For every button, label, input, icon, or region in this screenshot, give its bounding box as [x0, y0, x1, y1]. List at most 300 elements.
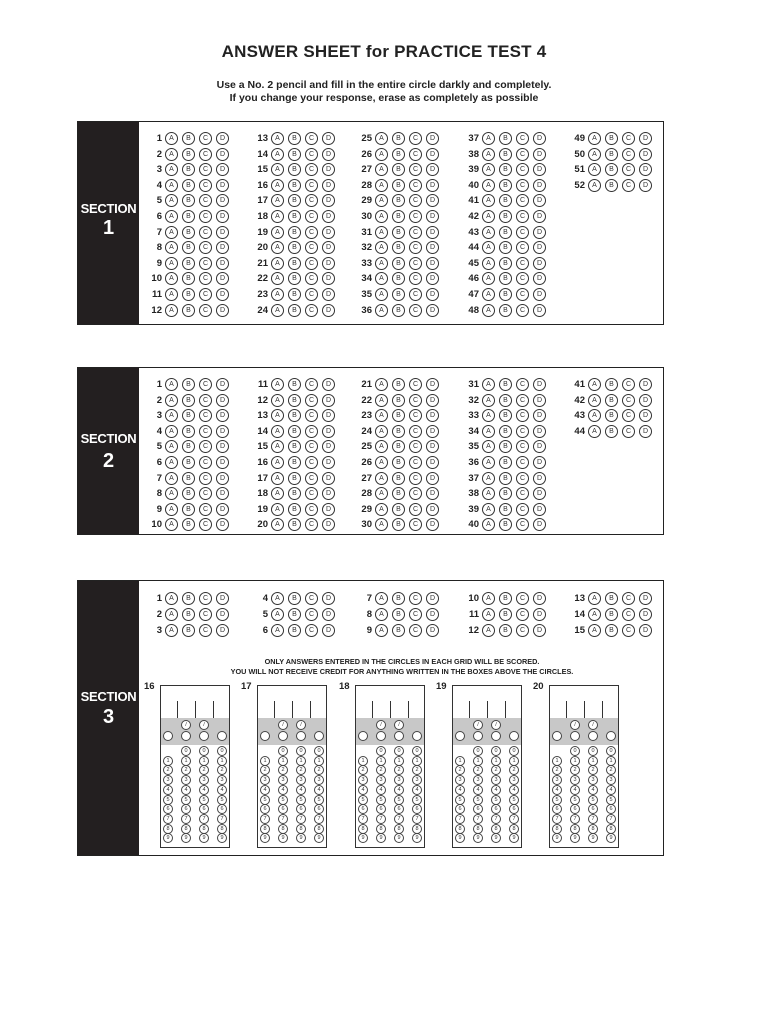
answer-bubble-b[interactable]: B: [182, 288, 195, 301]
answer-bubble-c[interactable]: C: [516, 456, 529, 469]
digit-bubble[interactable]: 3: [588, 775, 598, 785]
answer-bubble-a[interactable]: A: [165, 210, 178, 223]
answer-bubble-d[interactable]: D: [533, 288, 546, 301]
answer-bubble-a[interactable]: A: [375, 148, 388, 161]
answer-bubble-d[interactable]: D: [426, 487, 439, 500]
answer-bubble-d[interactable]: D: [533, 409, 546, 422]
digit-bubble[interactable]: 2: [181, 765, 191, 775]
answer-bubble-d[interactable]: D: [322, 378, 335, 391]
answer-bubble-c[interactable]: C: [622, 378, 635, 391]
digit-bubble[interactable]: 5: [278, 795, 288, 805]
answer-bubble-b[interactable]: B: [499, 210, 512, 223]
answer-bubble-a[interactable]: A: [482, 210, 495, 223]
digit-bubble[interactable]: 1: [199, 756, 209, 766]
decimal-bubble[interactable]: [491, 731, 501, 741]
digit-bubble[interactable]: 6: [181, 804, 191, 814]
digit-bubble[interactable]: 1: [455, 756, 465, 766]
answer-bubble-b[interactable]: B: [392, 503, 405, 516]
digit-bubble[interactable]: 2: [606, 765, 616, 775]
answer-bubble-c[interactable]: C: [305, 241, 318, 254]
answer-bubble-a[interactable]: A: [165, 148, 178, 161]
decimal-bubble[interactable]: [358, 731, 368, 741]
answer-bubble-a[interactable]: A: [482, 503, 495, 516]
answer-bubble-a[interactable]: A: [375, 272, 388, 285]
answer-bubble-b[interactable]: B: [288, 304, 301, 317]
answer-bubble-c[interactable]: C: [305, 425, 318, 438]
answer-bubble-b[interactable]: B: [605, 425, 618, 438]
digit-bubble[interactable]: 8: [296, 824, 306, 834]
digit-bubble[interactable]: 8: [260, 824, 270, 834]
digit-bubble[interactable]: 1: [358, 756, 368, 766]
answer-bubble-b[interactable]: B: [182, 472, 195, 485]
digit-bubble[interactable]: 9: [163, 833, 173, 843]
answer-bubble-b[interactable]: B: [499, 241, 512, 254]
answer-bubble-c[interactable]: C: [409, 409, 422, 422]
answer-bubble-b[interactable]: B: [605, 394, 618, 407]
answer-bubble-c[interactable]: C: [516, 440, 529, 453]
digit-bubble[interactable]: 2: [509, 765, 519, 775]
digit-bubble[interactable]: 1: [412, 756, 422, 766]
answer-bubble-d[interactable]: D: [322, 272, 335, 285]
answer-bubble-a[interactable]: A: [271, 241, 284, 254]
answer-bubble-b[interactable]: B: [605, 624, 618, 637]
digit-bubble[interactable]: 6: [412, 804, 422, 814]
answer-bubble-d[interactable]: D: [426, 440, 439, 453]
digit-bubble[interactable]: 8: [491, 824, 501, 834]
answer-bubble-a[interactable]: A: [482, 194, 495, 207]
answer-bubble-b[interactable]: B: [392, 304, 405, 317]
answer-bubble-b[interactable]: B: [288, 163, 301, 176]
answer-bubble-d[interactable]: D: [216, 487, 229, 500]
answer-bubble-b[interactable]: B: [288, 194, 301, 207]
digit-bubble[interactable]: 0: [588, 746, 598, 756]
answer-bubble-d[interactable]: D: [639, 624, 652, 637]
answer-bubble-a[interactable]: A: [375, 472, 388, 485]
answer-bubble-b[interactable]: B: [605, 179, 618, 192]
digit-bubble[interactable]: 7: [570, 814, 580, 824]
digit-bubble[interactable]: 3: [376, 775, 386, 785]
answer-bubble-b[interactable]: B: [288, 624, 301, 637]
decimal-bubble[interactable]: [278, 731, 288, 741]
answer-bubble-a[interactable]: A: [165, 288, 178, 301]
digit-bubble[interactable]: 6: [606, 804, 616, 814]
answer-bubble-a[interactable]: A: [271, 288, 284, 301]
answer-bubble-b[interactable]: B: [392, 226, 405, 239]
answer-bubble-a[interactable]: A: [588, 425, 601, 438]
answer-bubble-a[interactable]: A: [375, 624, 388, 637]
answer-bubble-d[interactable]: D: [322, 304, 335, 317]
digit-bubble[interactable]: 7: [606, 814, 616, 824]
answer-bubble-b[interactable]: B: [499, 163, 512, 176]
answer-bubble-d[interactable]: D: [322, 472, 335, 485]
answer-bubble-d[interactable]: D: [533, 472, 546, 485]
answer-bubble-c[interactable]: C: [409, 425, 422, 438]
answer-bubble-c[interactable]: C: [199, 304, 212, 317]
answer-bubble-a[interactable]: A: [165, 456, 178, 469]
digit-bubble[interactable]: 6: [394, 804, 404, 814]
digit-bubble[interactable]: 1: [509, 756, 519, 766]
digit-bubble[interactable]: 3: [394, 775, 404, 785]
digit-bubble[interactable]: 3: [570, 775, 580, 785]
answer-bubble-a[interactable]: A: [271, 472, 284, 485]
answer-bubble-d[interactable]: D: [426, 288, 439, 301]
digit-bubble[interactable]: 0: [509, 746, 519, 756]
answer-bubble-b[interactable]: B: [288, 472, 301, 485]
answer-bubble-a[interactable]: A: [271, 440, 284, 453]
answer-bubble-a[interactable]: A: [271, 394, 284, 407]
answer-bubble-a[interactable]: A: [375, 440, 388, 453]
answer-bubble-b[interactable]: B: [288, 409, 301, 422]
digit-bubble[interactable]: 0: [491, 746, 501, 756]
answer-bubble-c[interactable]: C: [199, 194, 212, 207]
answer-bubble-c[interactable]: C: [409, 257, 422, 270]
answer-bubble-d[interactable]: D: [533, 503, 546, 516]
answer-bubble-b[interactable]: B: [182, 425, 195, 438]
answer-bubble-b[interactable]: B: [182, 409, 195, 422]
answer-bubble-c[interactable]: C: [305, 304, 318, 317]
decimal-bubble[interactable]: [260, 731, 270, 741]
answer-bubble-c[interactable]: C: [516, 425, 529, 438]
answer-bubble-c[interactable]: C: [409, 194, 422, 207]
digit-bubble[interactable]: 7: [199, 814, 209, 824]
answer-bubble-c[interactable]: C: [409, 226, 422, 239]
answer-bubble-c[interactable]: C: [622, 148, 635, 161]
decimal-bubble[interactable]: [412, 731, 422, 741]
digit-bubble[interactable]: 7: [455, 814, 465, 824]
digit-bubble[interactable]: 7: [588, 814, 598, 824]
answer-bubble-d[interactable]: D: [533, 624, 546, 637]
answer-bubble-c[interactable]: C: [305, 132, 318, 145]
answer-bubble-a[interactable]: A: [588, 394, 601, 407]
answer-bubble-d[interactable]: D: [322, 456, 335, 469]
answer-bubble-b[interactable]: B: [392, 518, 405, 531]
digit-bubble[interactable]: 4: [278, 785, 288, 795]
digit-bubble[interactable]: 7: [358, 814, 368, 824]
fraction-bubble[interactable]: /: [278, 720, 288, 730]
answer-bubble-b[interactable]: B: [288, 288, 301, 301]
answer-bubble-a[interactable]: A: [375, 304, 388, 317]
answer-bubble-c[interactable]: C: [516, 257, 529, 270]
digit-bubble[interactable]: 2: [455, 765, 465, 775]
digit-bubble[interactable]: 3: [455, 775, 465, 785]
answer-bubble-a[interactable]: A: [588, 132, 601, 145]
answer-bubble-b[interactable]: B: [499, 440, 512, 453]
answer-bubble-b[interactable]: B: [392, 272, 405, 285]
answer-bubble-b[interactable]: B: [182, 241, 195, 254]
answer-bubble-c[interactable]: C: [409, 518, 422, 531]
digit-bubble[interactable]: 1: [588, 756, 598, 766]
digit-bubble[interactable]: 4: [491, 785, 501, 795]
answer-bubble-c[interactable]: C: [305, 163, 318, 176]
digit-bubble[interactable]: 9: [278, 833, 288, 843]
answer-bubble-c[interactable]: C: [622, 179, 635, 192]
digit-bubble[interactable]: 0: [394, 746, 404, 756]
digit-bubble[interactable]: 1: [394, 756, 404, 766]
answer-bubble-b[interactable]: B: [499, 194, 512, 207]
answer-bubble-c[interactable]: C: [516, 163, 529, 176]
answer-bubble-d[interactable]: D: [426, 394, 439, 407]
answer-bubble-b[interactable]: B: [499, 148, 512, 161]
answer-bubble-b[interactable]: B: [499, 179, 512, 192]
digit-bubble[interactable]: 2: [491, 765, 501, 775]
answer-bubble-a[interactable]: A: [482, 272, 495, 285]
digit-bubble[interactable]: 9: [314, 833, 324, 843]
digit-bubble[interactable]: 1: [181, 756, 191, 766]
answer-bubble-b[interactable]: B: [499, 226, 512, 239]
answer-bubble-b[interactable]: B: [392, 163, 405, 176]
answer-bubble-a[interactable]: A: [588, 624, 601, 637]
answer-bubble-a[interactable]: A: [375, 179, 388, 192]
digit-bubble[interactable]: 2: [588, 765, 598, 775]
digit-bubble[interactable]: 6: [314, 804, 324, 814]
digit-bubble[interactable]: 1: [570, 756, 580, 766]
digit-bubble[interactable]: 0: [314, 746, 324, 756]
answer-bubble-b[interactable]: B: [288, 257, 301, 270]
digit-bubble[interactable]: 0: [181, 746, 191, 756]
answer-bubble-a[interactable]: A: [482, 592, 495, 605]
answer-bubble-c[interactable]: C: [622, 592, 635, 605]
answer-bubble-a[interactable]: A: [271, 226, 284, 239]
digit-bubble[interactable]: 4: [163, 785, 173, 795]
answer-bubble-a[interactable]: A: [482, 394, 495, 407]
digit-bubble[interactable]: 3: [163, 775, 173, 785]
answer-bubble-d[interactable]: D: [426, 378, 439, 391]
answer-bubble-c[interactable]: C: [199, 210, 212, 223]
digit-bubble[interactable]: 3: [552, 775, 562, 785]
answer-bubble-a[interactable]: A: [271, 487, 284, 500]
digit-bubble[interactable]: 7: [181, 814, 191, 824]
answer-bubble-c[interactable]: C: [305, 440, 318, 453]
answer-bubble-d[interactable]: D: [639, 592, 652, 605]
digit-bubble[interactable]: 0: [570, 746, 580, 756]
digit-bubble[interactable]: 4: [588, 785, 598, 795]
answer-bubble-a[interactable]: A: [271, 518, 284, 531]
answer-bubble-a[interactable]: A: [375, 132, 388, 145]
digit-bubble[interactable]: 8: [358, 824, 368, 834]
answer-bubble-c[interactable]: C: [199, 409, 212, 422]
answer-bubble-c[interactable]: C: [409, 456, 422, 469]
answer-bubble-c[interactable]: C: [199, 592, 212, 605]
answer-bubble-a[interactable]: A: [271, 163, 284, 176]
digit-bubble[interactable]: 0: [199, 746, 209, 756]
answer-bubble-d[interactable]: D: [322, 194, 335, 207]
digit-bubble[interactable]: 6: [376, 804, 386, 814]
answer-bubble-c[interactable]: C: [516, 226, 529, 239]
answer-bubble-b[interactable]: B: [288, 272, 301, 285]
answer-bubble-d[interactable]: D: [216, 210, 229, 223]
answer-bubble-d[interactable]: D: [533, 179, 546, 192]
digit-bubble[interactable]: 9: [394, 833, 404, 843]
answer-bubble-b[interactable]: B: [499, 608, 512, 621]
digit-bubble[interactable]: 4: [412, 785, 422, 795]
answer-bubble-b[interactable]: B: [288, 456, 301, 469]
answer-bubble-d[interactable]: D: [426, 163, 439, 176]
digit-bubble[interactable]: 5: [163, 795, 173, 805]
answer-bubble-b[interactable]: B: [392, 241, 405, 254]
digit-bubble[interactable]: 0: [473, 746, 483, 756]
answer-bubble-d[interactable]: D: [322, 608, 335, 621]
digit-bubble[interactable]: 3: [296, 775, 306, 785]
digit-bubble[interactable]: 8: [473, 824, 483, 834]
answer-bubble-c[interactable]: C: [516, 592, 529, 605]
answer-bubble-d[interactable]: D: [533, 425, 546, 438]
answer-bubble-c[interactable]: C: [199, 179, 212, 192]
digit-bubble[interactable]: 5: [455, 795, 465, 805]
digit-bubble[interactable]: 1: [606, 756, 616, 766]
digit-bubble[interactable]: 5: [473, 795, 483, 805]
digit-bubble[interactable]: 4: [473, 785, 483, 795]
answer-bubble-a[interactable]: A: [271, 179, 284, 192]
answer-bubble-d[interactable]: D: [533, 592, 546, 605]
answer-bubble-b[interactable]: B: [182, 132, 195, 145]
answer-bubble-b[interactable]: B: [182, 503, 195, 516]
answer-bubble-d[interactable]: D: [426, 272, 439, 285]
answer-bubble-d[interactable]: D: [533, 304, 546, 317]
digit-bubble[interactable]: 3: [491, 775, 501, 785]
answer-bubble-b[interactable]: B: [288, 210, 301, 223]
digit-bubble[interactable]: 8: [376, 824, 386, 834]
answer-bubble-d[interactable]: D: [639, 148, 652, 161]
answer-bubble-d[interactable]: D: [216, 409, 229, 422]
digit-bubble[interactable]: 9: [606, 833, 616, 843]
answer-bubble-b[interactable]: B: [499, 409, 512, 422]
answer-bubble-d[interactable]: D: [533, 148, 546, 161]
answer-bubble-d[interactable]: D: [322, 425, 335, 438]
digit-bubble[interactable]: 1: [163, 756, 173, 766]
answer-bubble-d[interactable]: D: [216, 163, 229, 176]
answer-bubble-c[interactable]: C: [199, 257, 212, 270]
answer-bubble-d[interactable]: D: [216, 425, 229, 438]
digit-bubble[interactable]: 3: [217, 775, 227, 785]
answer-bubble-d[interactable]: D: [322, 257, 335, 270]
answer-bubble-d[interactable]: D: [426, 592, 439, 605]
answer-bubble-b[interactable]: B: [182, 608, 195, 621]
answer-bubble-b[interactable]: B: [392, 472, 405, 485]
answer-bubble-d[interactable]: D: [426, 148, 439, 161]
digit-bubble[interactable]: 6: [491, 804, 501, 814]
answer-bubble-b[interactable]: B: [392, 487, 405, 500]
answer-bubble-d[interactable]: D: [426, 503, 439, 516]
answer-bubble-a[interactable]: A: [165, 487, 178, 500]
digit-bubble[interactable]: 5: [217, 795, 227, 805]
answer-bubble-d[interactable]: D: [639, 163, 652, 176]
answer-bubble-a[interactable]: A: [375, 163, 388, 176]
answer-bubble-a[interactable]: A: [271, 272, 284, 285]
answer-bubble-a[interactable]: A: [165, 440, 178, 453]
fraction-bubble[interactable]: /: [491, 720, 501, 730]
digit-bubble[interactable]: 8: [217, 824, 227, 834]
answer-bubble-b[interactable]: B: [288, 425, 301, 438]
digit-bubble[interactable]: 9: [358, 833, 368, 843]
answer-bubble-c[interactable]: C: [516, 608, 529, 621]
digit-bubble[interactable]: 9: [473, 833, 483, 843]
digit-bubble[interactable]: 6: [473, 804, 483, 814]
answer-bubble-d[interactable]: D: [533, 608, 546, 621]
digit-bubble[interactable]: 2: [394, 765, 404, 775]
answer-bubble-c[interactable]: C: [516, 487, 529, 500]
digit-bubble[interactable]: 9: [412, 833, 422, 843]
digit-bubble[interactable]: 9: [181, 833, 191, 843]
answer-bubble-b[interactable]: B: [499, 624, 512, 637]
answer-bubble-b[interactable]: B: [182, 518, 195, 531]
answer-bubble-a[interactable]: A: [375, 518, 388, 531]
answer-bubble-d[interactable]: D: [216, 394, 229, 407]
digit-bubble[interactable]: 7: [217, 814, 227, 824]
answer-bubble-b[interactable]: B: [499, 257, 512, 270]
digit-bubble[interactable]: 7: [163, 814, 173, 824]
digit-bubble[interactable]: 2: [217, 765, 227, 775]
answer-bubble-d[interactable]: D: [533, 132, 546, 145]
answer-bubble-a[interactable]: A: [271, 210, 284, 223]
answer-bubble-c[interactable]: C: [199, 518, 212, 531]
answer-bubble-a[interactable]: A: [165, 194, 178, 207]
digit-bubble[interactable]: 6: [455, 804, 465, 814]
answer-bubble-c[interactable]: C: [516, 210, 529, 223]
answer-bubble-d[interactable]: D: [533, 394, 546, 407]
answer-bubble-b[interactable]: B: [182, 304, 195, 317]
digit-bubble[interactable]: 9: [296, 833, 306, 843]
answer-bubble-d[interactable]: D: [426, 409, 439, 422]
digit-bubble[interactable]: 9: [509, 833, 519, 843]
digit-bubble[interactable]: 8: [570, 824, 580, 834]
digit-bubble[interactable]: 7: [278, 814, 288, 824]
answer-bubble-d[interactable]: D: [216, 257, 229, 270]
digit-bubble[interactable]: 9: [376, 833, 386, 843]
answer-bubble-d[interactable]: D: [533, 226, 546, 239]
answer-bubble-d[interactable]: D: [426, 241, 439, 254]
answer-bubble-d[interactable]: D: [533, 210, 546, 223]
decimal-bubble[interactable]: [552, 731, 562, 741]
digit-bubble[interactable]: 8: [278, 824, 288, 834]
answer-bubble-c[interactable]: C: [305, 378, 318, 391]
digit-bubble[interactable]: 9: [588, 833, 598, 843]
answer-bubble-c[interactable]: C: [516, 624, 529, 637]
digit-bubble[interactable]: 4: [358, 785, 368, 795]
digit-bubble[interactable]: 5: [394, 795, 404, 805]
answer-bubble-a[interactable]: A: [375, 487, 388, 500]
answer-bubble-d[interactable]: D: [322, 163, 335, 176]
answer-bubble-c[interactable]: C: [305, 592, 318, 605]
digit-bubble[interactable]: 4: [606, 785, 616, 795]
answer-bubble-d[interactable]: D: [216, 503, 229, 516]
answer-bubble-b[interactable]: B: [288, 440, 301, 453]
digit-bubble[interactable]: 6: [509, 804, 519, 814]
answer-bubble-a[interactable]: A: [271, 132, 284, 145]
digit-bubble[interactable]: 0: [278, 746, 288, 756]
digit-bubble[interactable]: 1: [217, 756, 227, 766]
answer-bubble-d[interactable]: D: [322, 409, 335, 422]
digit-bubble[interactable]: 3: [278, 775, 288, 785]
digit-bubble[interactable]: 4: [376, 785, 386, 795]
answer-bubble-b[interactable]: B: [288, 503, 301, 516]
answer-bubble-c[interactable]: C: [199, 487, 212, 500]
digit-bubble[interactable]: 2: [358, 765, 368, 775]
answer-bubble-c[interactable]: C: [409, 132, 422, 145]
digit-bubble[interactable]: 3: [260, 775, 270, 785]
answer-bubble-b[interactable]: B: [182, 148, 195, 161]
answer-bubble-c[interactable]: C: [409, 272, 422, 285]
answer-bubble-c[interactable]: C: [305, 472, 318, 485]
fraction-bubble[interactable]: /: [473, 720, 483, 730]
answer-bubble-d[interactable]: D: [533, 378, 546, 391]
decimal-bubble[interactable]: [394, 731, 404, 741]
answer-bubble-b[interactable]: B: [605, 378, 618, 391]
answer-bubble-d[interactable]: D: [533, 272, 546, 285]
digit-bubble[interactable]: 4: [394, 785, 404, 795]
decimal-bubble[interactable]: [606, 731, 616, 741]
digit-bubble[interactable]: 5: [412, 795, 422, 805]
answer-bubble-a[interactable]: A: [482, 179, 495, 192]
